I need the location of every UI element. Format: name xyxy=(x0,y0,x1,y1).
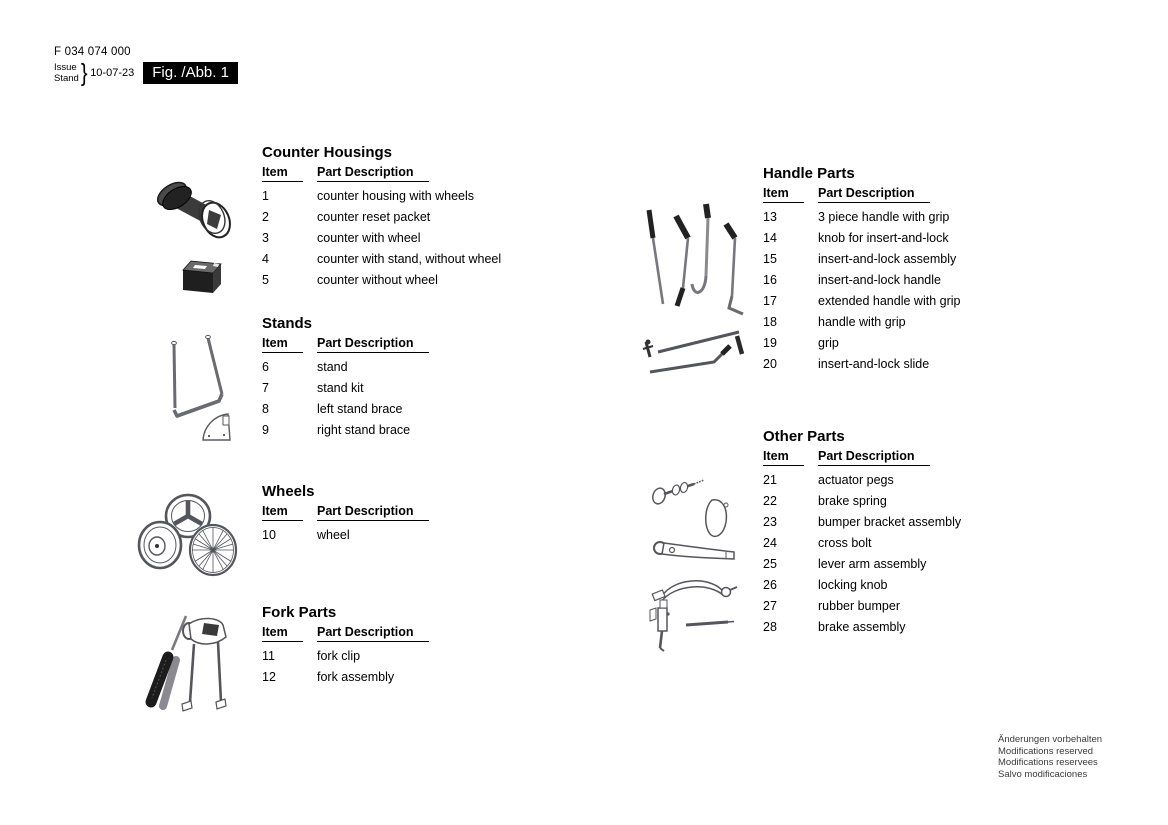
part-description: locking knob xyxy=(818,578,888,592)
item-number: 12 xyxy=(262,670,276,684)
section-title: Handle Parts xyxy=(763,165,855,182)
part-description: stand xyxy=(317,360,348,374)
table-rows xyxy=(262,525,429,546)
item-column-header: Item xyxy=(262,625,303,642)
item-number: 18 xyxy=(763,315,777,329)
item-number: 24 xyxy=(763,536,777,550)
item-number: 23 xyxy=(763,515,777,529)
item-number: 2 xyxy=(262,210,269,224)
table-row xyxy=(763,270,960,291)
table-header-row xyxy=(262,625,429,644)
counter-housings-drawing xyxy=(155,165,240,295)
item-number: 15 xyxy=(763,252,777,266)
brake-assembly-icon xyxy=(646,470,754,652)
table-row xyxy=(763,470,961,491)
part-description: extended handle with grip xyxy=(818,294,961,308)
table-row xyxy=(763,333,960,354)
description-column-header: Part Description xyxy=(317,625,429,642)
table-row xyxy=(262,270,501,291)
item-number: 11 xyxy=(262,649,275,663)
table-row xyxy=(262,420,429,441)
item-number: 13 xyxy=(763,210,777,224)
table-header-row xyxy=(262,165,501,184)
part-description: counter with stand, without wheel xyxy=(317,252,502,266)
wheels-drawing xyxy=(136,490,238,578)
item-number: 22 xyxy=(763,494,777,508)
part-description: brake assembly xyxy=(818,620,906,634)
description-column-header: Part Description xyxy=(317,336,429,353)
table-row xyxy=(262,378,429,399)
table-rows xyxy=(262,357,429,441)
section-wheels xyxy=(262,483,429,546)
table-rows xyxy=(262,646,429,688)
table-row xyxy=(763,228,960,249)
part-description: wheel xyxy=(317,528,350,542)
other-parts-drawing xyxy=(646,470,754,652)
item-number: 19 xyxy=(763,336,777,350)
section-title: Wheels xyxy=(262,483,315,500)
part-description: lever arm assembly xyxy=(818,557,927,571)
item-number: 14 xyxy=(763,231,777,245)
item-number: 7 xyxy=(262,381,269,395)
part-description: counter with wheel xyxy=(317,231,421,245)
item-number: 1 xyxy=(262,189,269,203)
part-description: stand kit xyxy=(317,381,364,395)
table-row xyxy=(763,512,961,533)
fork-assembly-icon xyxy=(130,610,238,715)
section-title: Counter Housings xyxy=(262,144,392,161)
table-row xyxy=(763,554,961,575)
table-row xyxy=(262,525,429,546)
wheel-icon xyxy=(136,490,238,578)
item-number: 21 xyxy=(763,473,777,487)
table-rows xyxy=(763,470,961,638)
item-number: 17 xyxy=(763,294,777,308)
part-description: knob for insert-and-lock xyxy=(818,231,949,245)
counter-housing-with-wheels-icon xyxy=(155,165,240,295)
issue-stand-labels xyxy=(54,62,79,84)
item-number: 28 xyxy=(763,620,777,634)
part-description: fork clip xyxy=(317,649,361,663)
item-number: 9 xyxy=(262,423,269,437)
table-row xyxy=(763,249,960,270)
description-column-header: Part Description xyxy=(317,165,429,182)
part-description: insert-and-lock assembly xyxy=(818,252,957,266)
table-row xyxy=(763,575,961,596)
footer-line: Salvo modificaciones xyxy=(998,768,1088,780)
item-number: 27 xyxy=(763,599,777,613)
part-description: grip xyxy=(818,336,839,350)
item-number: 25 xyxy=(763,557,777,571)
part-description: left stand brace xyxy=(317,402,403,416)
figure-label: Fig. /Abb. 1 xyxy=(143,62,238,84)
table-row xyxy=(763,291,960,312)
part-description: bumper bracket assembly xyxy=(818,515,962,529)
fork-parts-drawing xyxy=(130,610,238,715)
section-stands xyxy=(262,315,429,441)
section-other-parts xyxy=(763,428,961,638)
part-description: brake spring xyxy=(818,494,887,508)
part-description: handle with grip xyxy=(818,315,906,329)
table-row xyxy=(262,667,429,688)
section-handle-parts xyxy=(763,165,960,375)
brace-glyph: } xyxy=(80,58,88,87)
stand-icon xyxy=(160,332,235,447)
table-header-row xyxy=(763,186,960,205)
footer-line: Änderungen vorbehalten xyxy=(998,734,1103,745)
part-description: actuator pegs xyxy=(818,473,894,487)
item-column-header: Item xyxy=(262,336,303,353)
item-number: 5 xyxy=(262,273,269,287)
table-row xyxy=(262,228,501,249)
rights-notice xyxy=(998,734,1102,780)
table-row xyxy=(763,207,960,228)
item-column-header: Item xyxy=(763,186,804,203)
part-description: counter housing with wheels xyxy=(317,189,475,203)
description-column-header: Part Description xyxy=(818,449,930,466)
item-number: 3 xyxy=(262,231,269,245)
section-title: Fork Parts xyxy=(262,604,337,621)
part-description: counter reset packet xyxy=(317,210,431,224)
table-row xyxy=(262,186,501,207)
part-description: fork assembly xyxy=(317,670,395,684)
part-description: counter without wheel xyxy=(317,273,438,287)
issue-label: Issue xyxy=(54,62,77,73)
part-description: rubber bumper xyxy=(818,599,900,613)
item-number: 6 xyxy=(262,360,269,374)
section-fork-parts xyxy=(262,604,429,688)
handle-icon xyxy=(636,196,748,386)
item-number: 4 xyxy=(262,252,269,266)
table-row xyxy=(763,596,961,617)
table-header-row xyxy=(763,449,961,468)
table-row xyxy=(763,533,961,554)
table-row xyxy=(763,354,960,375)
item-number: 10 xyxy=(262,528,276,542)
part-description: insert-and-lock handle xyxy=(818,273,941,287)
section-counter-housings xyxy=(262,144,501,291)
description-column-header: Part Description xyxy=(818,186,930,203)
part-description: right stand brace xyxy=(317,423,411,437)
stands-drawing xyxy=(160,332,235,447)
footer-line: Modifications reservees xyxy=(998,757,1098,768)
item-number: 26 xyxy=(763,578,777,592)
item-column-header: Item xyxy=(262,504,303,521)
table-row xyxy=(262,357,429,378)
table-header-row xyxy=(262,504,429,523)
table-row xyxy=(262,646,429,667)
part-description: cross bolt xyxy=(818,536,872,550)
table-row xyxy=(262,207,501,228)
part-number: F 034 074 000 xyxy=(54,46,131,58)
stand-label: Stand xyxy=(54,73,79,84)
item-number: 8 xyxy=(262,402,269,416)
table-rows xyxy=(763,207,960,375)
issue-line xyxy=(54,60,238,86)
table-rows xyxy=(262,186,501,291)
issue-date: 10-07-23 xyxy=(90,67,135,79)
item-column-header: Item xyxy=(763,449,804,466)
handle-parts-drawing xyxy=(636,196,748,386)
section-title: Other Parts xyxy=(763,428,845,445)
item-number: 16 xyxy=(763,273,777,287)
table-row xyxy=(763,617,961,638)
item-column-header: Item xyxy=(262,165,303,182)
part-description: 3 piece handle with grip xyxy=(818,210,950,224)
part-description: insert-and-lock slide xyxy=(818,357,930,371)
table-row xyxy=(262,399,429,420)
item-number: 20 xyxy=(763,357,777,371)
table-header-row xyxy=(262,336,429,355)
table-row xyxy=(763,491,961,512)
section-title: Stands xyxy=(262,315,313,332)
table-row xyxy=(763,312,960,333)
description-column-header: Part Description xyxy=(317,504,429,521)
table-row xyxy=(262,249,501,270)
footer-line: Modifications reserved xyxy=(998,745,1094,757)
